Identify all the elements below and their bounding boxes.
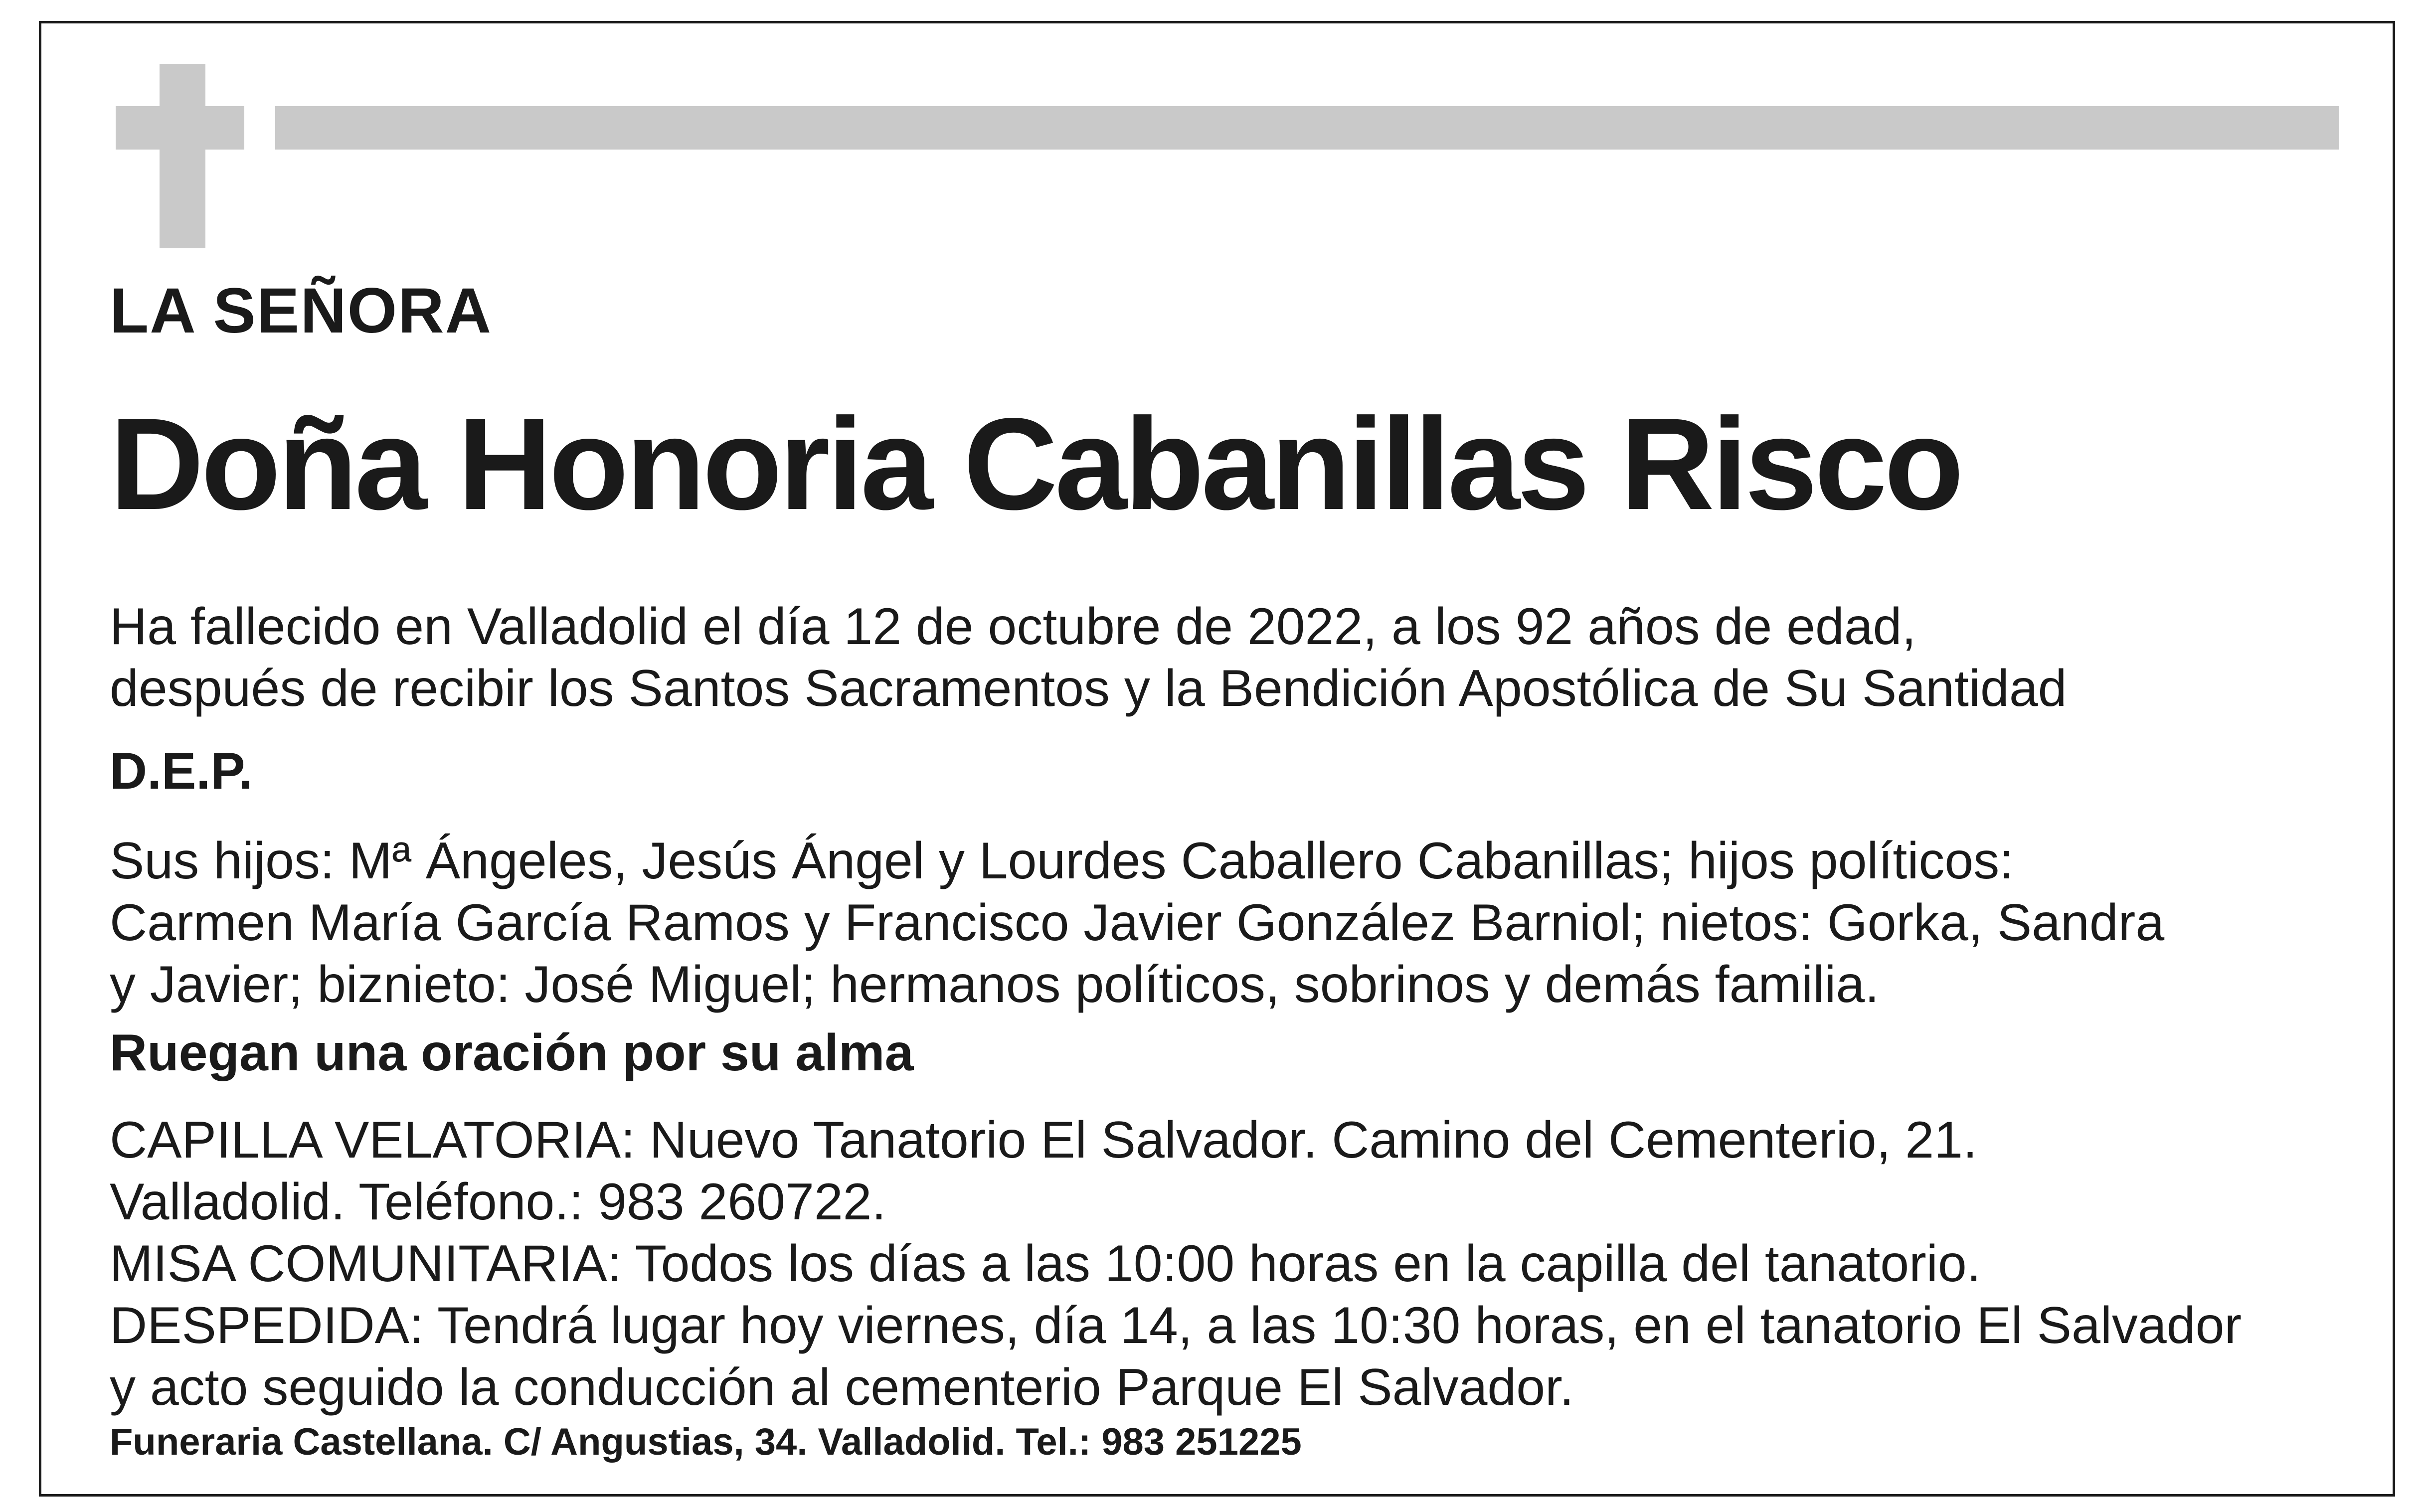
family-line: y Javier; biznieto: José Miguel; hermanos políticos, sobrinos y demás familia. [110,956,1880,1013]
detail-line: Valladolid. Teléfono.: 983 260722. [110,1173,886,1231]
family-line: Sus hijos: Mª Ángeles, Jesús Ángel y Lourdes Caballero Cabanillas; hijos políticos: [110,832,2014,890]
detail-line: CAPILLA VELATORIA: Nuevo Tanatorio El Salvador. Camino del Cementerio, 21. [110,1111,1977,1169]
cross-icon [160,64,205,248]
deceased-name: Doña Honoria Cabanillas Risco [110,391,1961,537]
intro-paragraph [110,596,2067,719]
cross-icon-arm [116,106,244,150]
detail-line: MISA COMUNITARIA: Todos los días a las 10:00 horas en la capilla del tanatorio. [110,1235,1981,1293]
intro-line: Ha fallecido en Valladolid el día 12 de octubre de 2022, a los 92 años de edad, [110,598,1916,656]
intro-line: después de recibir los Santos Sacramentos y la Bendición Apostólica de Su Santidad [110,660,2067,717]
prayer-request: Ruegan una oración por su alma [110,1024,914,1082]
detail-line: y acto seguido la conducción al cementerio Parque El Salvador. [110,1358,1574,1416]
details-paragraph [110,1109,2242,1418]
decorative-bar [275,106,2339,150]
notice-title: LA SEÑORA [110,275,493,346]
family-line: Carmen María García Ramos y Francisco Javier González Barniol; nietos: Gorka, Sandra [110,894,2165,952]
detail-line: DESPEDIDA: Tendrá lugar hoy viernes, día 14, a las 10:30 horas, en el tanatorio El Salvador [110,1297,2242,1354]
dep-label: D.E.P. [110,742,253,800]
funeral-home-footer: Funeraria Castellana. C/ Angustias, 34. Valladolid. Tel.: 983 251225 [110,1421,1302,1463]
family-paragraph [110,830,2164,1015]
